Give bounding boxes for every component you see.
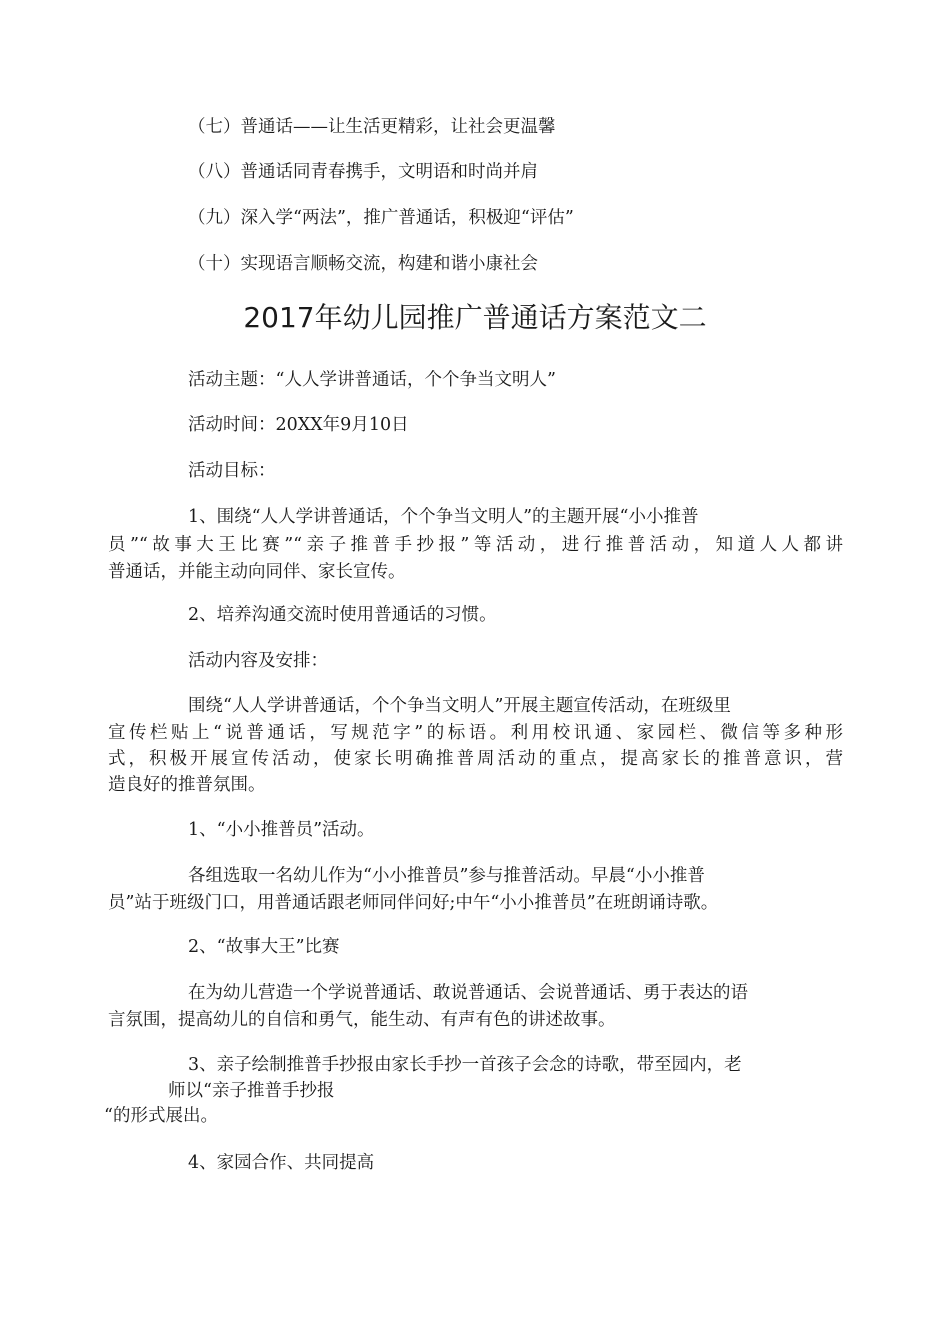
item-3-line-2: 师以“亲子推普手抄报 bbox=[168, 1081, 335, 1101]
intro-line-2: 宣传栏贴上“说普通话，写规范字”的标语。利用校讯通、家园栏、微信等多种形 bbox=[108, 723, 843, 743]
item-4-heading: 4、家园合作、共同提高 bbox=[188, 1153, 375, 1173]
goal-1-line-1: 1、围绕“人人学讲普通话，个个争当文明人”的主题开展“小小推普 bbox=[188, 507, 699, 527]
list-item: （八）普通话同青春携手，文明语和时尚并肩 bbox=[188, 162, 538, 182]
goal-1-line-2: 员”“故事大王比赛”“亲子推普手抄报”等活动，进行推普活动，知道人人都讲 bbox=[108, 535, 843, 555]
activity-time: 活动时间：20XX年9月10日 bbox=[188, 415, 409, 435]
goal-2: 2、培养沟通交流时使用普通话的习惯。 bbox=[188, 605, 497, 625]
item-2-body-line-2: 言氛围，提高幼儿的自信和勇气，能生动、有声有色的讲述故事。 bbox=[108, 1010, 616, 1030]
section-title: 2017年幼儿园推广普通话方案范文二 bbox=[243, 301, 707, 334]
intro-line-1: 围绕“人人学讲普通话，个个争当文明人”开展主题宣传活动，在班级里 bbox=[188, 696, 731, 716]
item-2-heading: 2、“故事大王”比赛 bbox=[188, 937, 340, 957]
intro-line-3: 式，积极开展宣传活动，使家长明确推普周活动的重点，提高家长的推普意识，营 bbox=[108, 749, 843, 769]
item-1-body-line-1: 各组选取一名幼儿作为“小小推普员”参与推普活动。早晨“小小推普 bbox=[188, 866, 705, 886]
intro-line-4: 造良好的推普氛围。 bbox=[108, 775, 266, 795]
item-3-line-3: “的形式展出。 bbox=[104, 1106, 218, 1126]
list-item: （七）普通话——让生活更精彩，让社会更温馨 bbox=[188, 117, 556, 137]
activity-theme: 活动主题：“人人学讲普通话，个个争当文明人” bbox=[188, 370, 556, 390]
content-heading: 活动内容及安排： bbox=[188, 651, 328, 671]
item-1-body-line-2: 员”站于班级门口，用普通话跟老师同伴问好;中午“小小推普员”在班朗诵诗歌。 bbox=[108, 893, 719, 913]
goal-1-line-3: 普通话，并能主动向同伴、家长宣传。 bbox=[108, 562, 406, 582]
list-item: （九）深入学“两法”，推广普通话，积极迎“评估” bbox=[188, 208, 574, 228]
item-3-line-1: 3、亲子绘制推普手抄报由家长手抄一首孩子会念的诗歌，带至园内，老 bbox=[188, 1055, 742, 1075]
goal-heading: 活动目标： bbox=[188, 461, 276, 481]
item-1-heading: 1、“小小推普员”活动。 bbox=[188, 820, 375, 840]
list-item: （十）实现语言顺畅交流，构建和谐小康社会 bbox=[188, 254, 538, 274]
item-2-body-line-1: 在为幼儿营造一个学说普通话、敢说普通话、会说普通话、勇于表达的语 bbox=[188, 983, 748, 1003]
